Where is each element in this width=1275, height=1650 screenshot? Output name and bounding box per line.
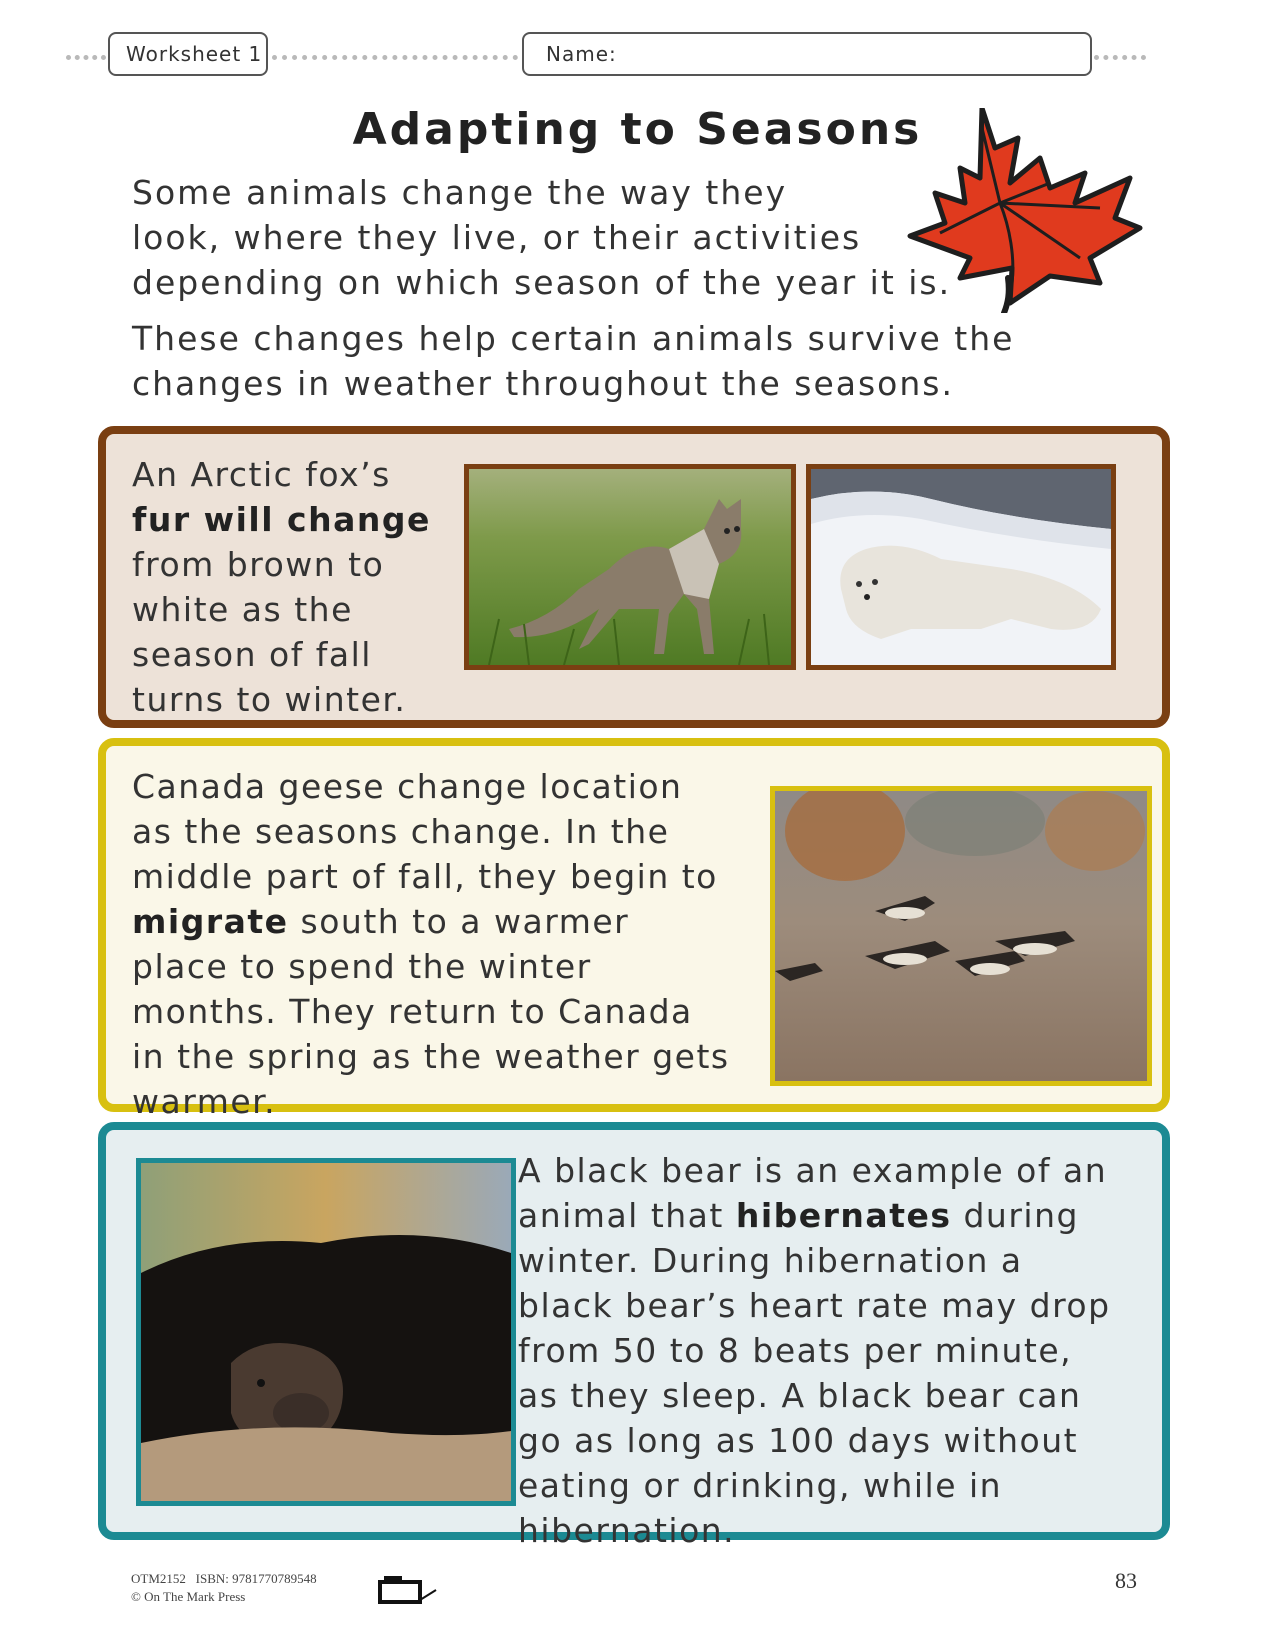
intro-paragraph-2: These changes help certain animals survive the changes in weather throughout the seasons. [132,319,1015,403]
header-dots-right [1094,55,1146,60]
fox-summer-photo [464,464,796,670]
header-dots-left [66,55,106,60]
product-code: OTM2152 [131,1571,186,1586]
worksheet-label-box [108,32,268,76]
publisher-logo-icon [378,1572,438,1606]
worksheet-label: Worksheet 1 [126,42,263,66]
bear-panel [98,1122,1170,1550]
maple-leaf-icon [900,108,1150,313]
footer-credits [131,1570,317,1606]
copyright: © On The Mark Press [131,1589,246,1604]
page-title: Adapting to Seasons [352,104,923,155]
bear-text: A black bear is an example of an animal that hibernates during winter. During hibernation a black bear’s heart rate may drop from 50 to 8 beats per minute, as they sleep. A black bear can go as long as 100 days without eating or drinking, while in hibernation. [518,1151,1111,1550]
bear-photo [136,1158,516,1506]
fox-panel [98,426,1170,728]
name-field[interactable] [522,32,1092,76]
geese-photo [770,786,1152,1086]
name-label: Name: [546,42,617,66]
fox-text: An Arctic fox’s fur will change from brown to white as the season of fall turns to winter. [132,455,431,719]
geese-panel [98,738,1170,1121]
isbn: ISBN: 9781770789548 [195,1571,317,1586]
header-dots-middle [272,55,518,60]
fox-winter-photo [806,464,1116,670]
page-number: 83 [1115,1568,1137,1593]
intro-paragraph-1: Some animals change the way they look, where they live, or their activities depending on which season of the year it is. [132,173,952,302]
geese-text: Canada geese change location as the seasons change. In the middle part of fall, they begin to migrate south to a warmer place to spend the winter months. They return to Canada in the spring as the weather gets warmer. [132,767,730,1121]
